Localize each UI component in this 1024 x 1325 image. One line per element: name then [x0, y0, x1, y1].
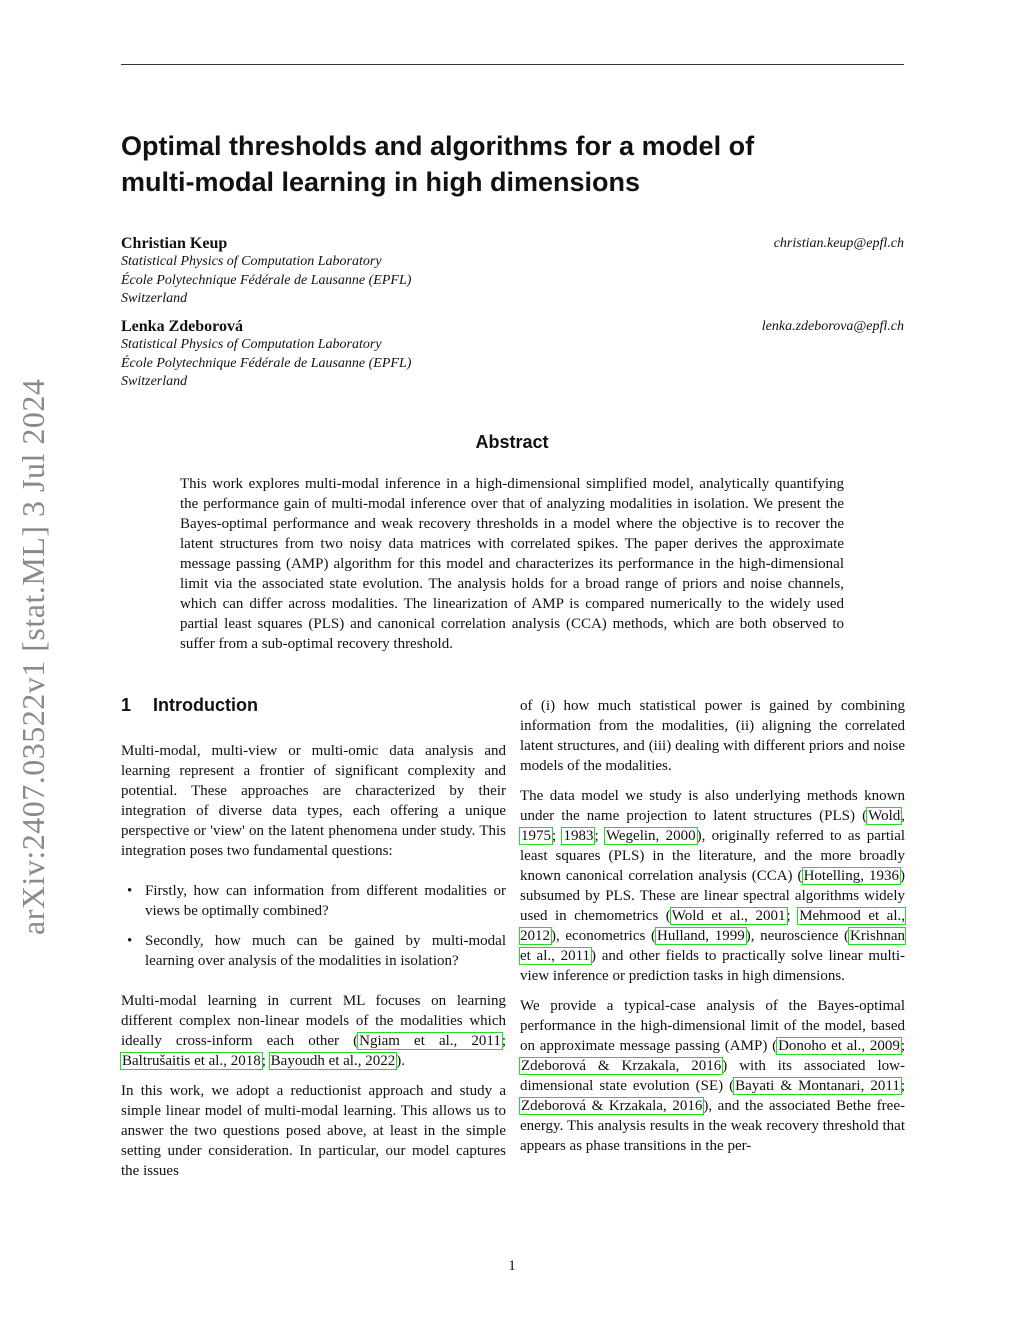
affiliation-line: Statistical Physics of Computation Laboratory: [121, 254, 382, 269]
page-number: 1: [508, 1258, 516, 1274]
list-item: • Secondly, how much can be gained by multi-modal learning over analysis of the modalities in isolation?: [127, 933, 506, 969]
bullet-icon: •: [127, 933, 133, 949]
citation-link[interactable]: Bayati & Montanari, 2011: [735, 1078, 900, 1094]
abstract-text: This work explores multi-modal inference in a high-dimensional simplified model, analytically quantifying the performance gain of multi-modal inference over that of analyzing modalities in isolation. We present the Bayes-optimal performance and weak recovery thresholds in a model where the objective is to recover the latent structures from two noisy data matrices with correlated spikes. The paper derives the approximate message passing (AMP) algorithm for this model and characterizes its performance in the high-dimensional limit via the associated state evolution. The analysis holds for a broad range of priors and noise channels, which can differ across modalities. The linearization of AMP is compared numerically to the widely used partial least squares (PLS) and canonical correlation analysis (CCA) methods, which are both observed to suffer from a sub-optimal recovery threshold.: [180, 476, 844, 652]
citation-link[interactable]: 1983: [563, 828, 594, 844]
citation-link[interactable]: Hulland, 1999: [656, 928, 745, 944]
citation-link[interactable]: 1975: [521, 828, 551, 844]
author-name: Christian Keup: [121, 235, 228, 252]
affiliation-line: Switzerland: [121, 291, 188, 306]
affiliation-line: Switzerland: [121, 374, 188, 389]
citation-link[interactable]: Wegelin, 2000: [605, 828, 696, 844]
author-block-1: [121, 234, 904, 309]
citation-link[interactable]: Hotelling, 1936: [803, 868, 899, 884]
abstract-heading: Abstract: [475, 432, 549, 452]
intro-paragraph-6: We provide a typical-case analysis of the Bayes-optimal performance in the high-dimensional limit of the model, based on approximate message passing (AMP) (Donoho et al., 2009; Zdeborová & Krzakala, 2016) with its associated low-dimensional state evolution (SE) (Bayati & Montanari, 2011; Zdeborová & Krzakala, 2016), and the associated Bethe free-energy. This analysis results in the weak recovery threshold that appears as phase transitions in the per-: [520, 998, 906, 1154]
author-block-2: [121, 317, 904, 392]
citation-link[interactable]: Zdeborová & Krzakala, 2016: [521, 1058, 722, 1074]
citation-link[interactable]: Wold et al., 2001: [671, 908, 786, 924]
questions-list: [121, 881, 506, 971]
author-name: Lenka Zdeborová: [121, 318, 243, 335]
intro-paragraph-5: The data model we study is also underlying methods known under the name projection to latent structures (PLS) (Wold, 1975; 1983; Wegelin, 2000), originally referred to as partial least squares (PLS) in the literature, and the more broadly known canonical correlation analysis (CCA) (Hotelling, 1936) subsumed by PLS. These are linear spectral algorithms widely used in chemometrics (Wold et al., 2001; Mehmood et al., 2012), econometrics (Hulland, 1999), neuroscience (Krishnan et al., 2011) and other fields to practically solve linear multi-view inference or prediction tasks in high dimensions.: [520, 788, 906, 984]
citation-link[interactable]: Baltrušaitis et al., 2018: [122, 1053, 261, 1069]
section-number: 1: [121, 695, 132, 715]
citation-link[interactable]: Wold: [868, 808, 901, 824]
intro-paragraph-3: In this work, we adopt a reductionist approach and study a simple linear model of multi-modal learning. This allows us to answer the two questions posed above, at least in the simple setting under consideration. In particular, our model captures the issues: [121, 1083, 506, 1179]
intro-paragraph-2: Multi-modal learning in current ML focuses on learning different complex non-linear models of the modalities which ideally cross-inform each other (Ngiam et al., 2011; Baltrušaitis et al., 2018; Bayoudh et al., 2022).: [121, 993, 506, 1069]
title-line-2: multi-modal learning in high dimensions: [121, 167, 641, 197]
arxiv-identifier-stamp: arXiv:2407.03522v1 [stat.ML] 3 Jul 2024: [15, 378, 51, 935]
author-email[interactable]: christian.keup@epfl.ch: [773, 236, 904, 251]
citation-link[interactable]: Krishnan et al., 2011: [520, 928, 906, 964]
affiliation-line: Statistical Physics of Computation Laboratory: [121, 337, 382, 352]
author-email[interactable]: lenka.zdeborova@epfl.ch: [761, 319, 904, 334]
title-line-1: Optimal thresholds and algorithms for a model of: [121, 131, 755, 161]
citation-link[interactable]: Zdeborová & Krzakala, 2016: [521, 1098, 703, 1114]
left-column: [121, 693, 506, 1191]
citation-link[interactable]: Mehmood et al., 2012: [520, 908, 905, 944]
section-title: Introduction: [153, 695, 258, 715]
right-column: [520, 696, 905, 1166]
citation-link[interactable]: Donoho et al., 2009: [778, 1038, 900, 1054]
affiliation-line: École Polytechnique Fédérale de Lausanne (EPFL): [121, 272, 412, 288]
affiliation-line: École Polytechnique Fédérale de Lausanne (EPFL): [121, 355, 412, 371]
bullet-icon: •: [127, 883, 133, 899]
paper-title: [121, 128, 821, 200]
intro-paragraph-1: Multi-modal, multi-view or multi-omic data analysis and learning represent a frontier of significant complexity and potential. These approaches are characterized by their integration of diverse data types, each offering a unique perspective or 'view' on the latent phenomena under study. This integration poses two fundamental questions:: [121, 743, 506, 859]
citation-link[interactable]: Bayoudh et al., 2022: [270, 1053, 396, 1069]
top-rule: [121, 64, 904, 65]
intro-paragraph-4: of (i) how much statistical power is gained by combining information from the modalities, (ii) aligning the correlated latent structures, and (iii) dealing with different priors and noise models of the modalities.: [520, 698, 905, 774]
list-item: • Firstly, how can information from different modalities or views be optimally combined?: [127, 883, 506, 919]
section-heading-introduction: [121, 693, 506, 717]
citation-link[interactable]: Ngiam et al., 2011: [359, 1033, 501, 1049]
